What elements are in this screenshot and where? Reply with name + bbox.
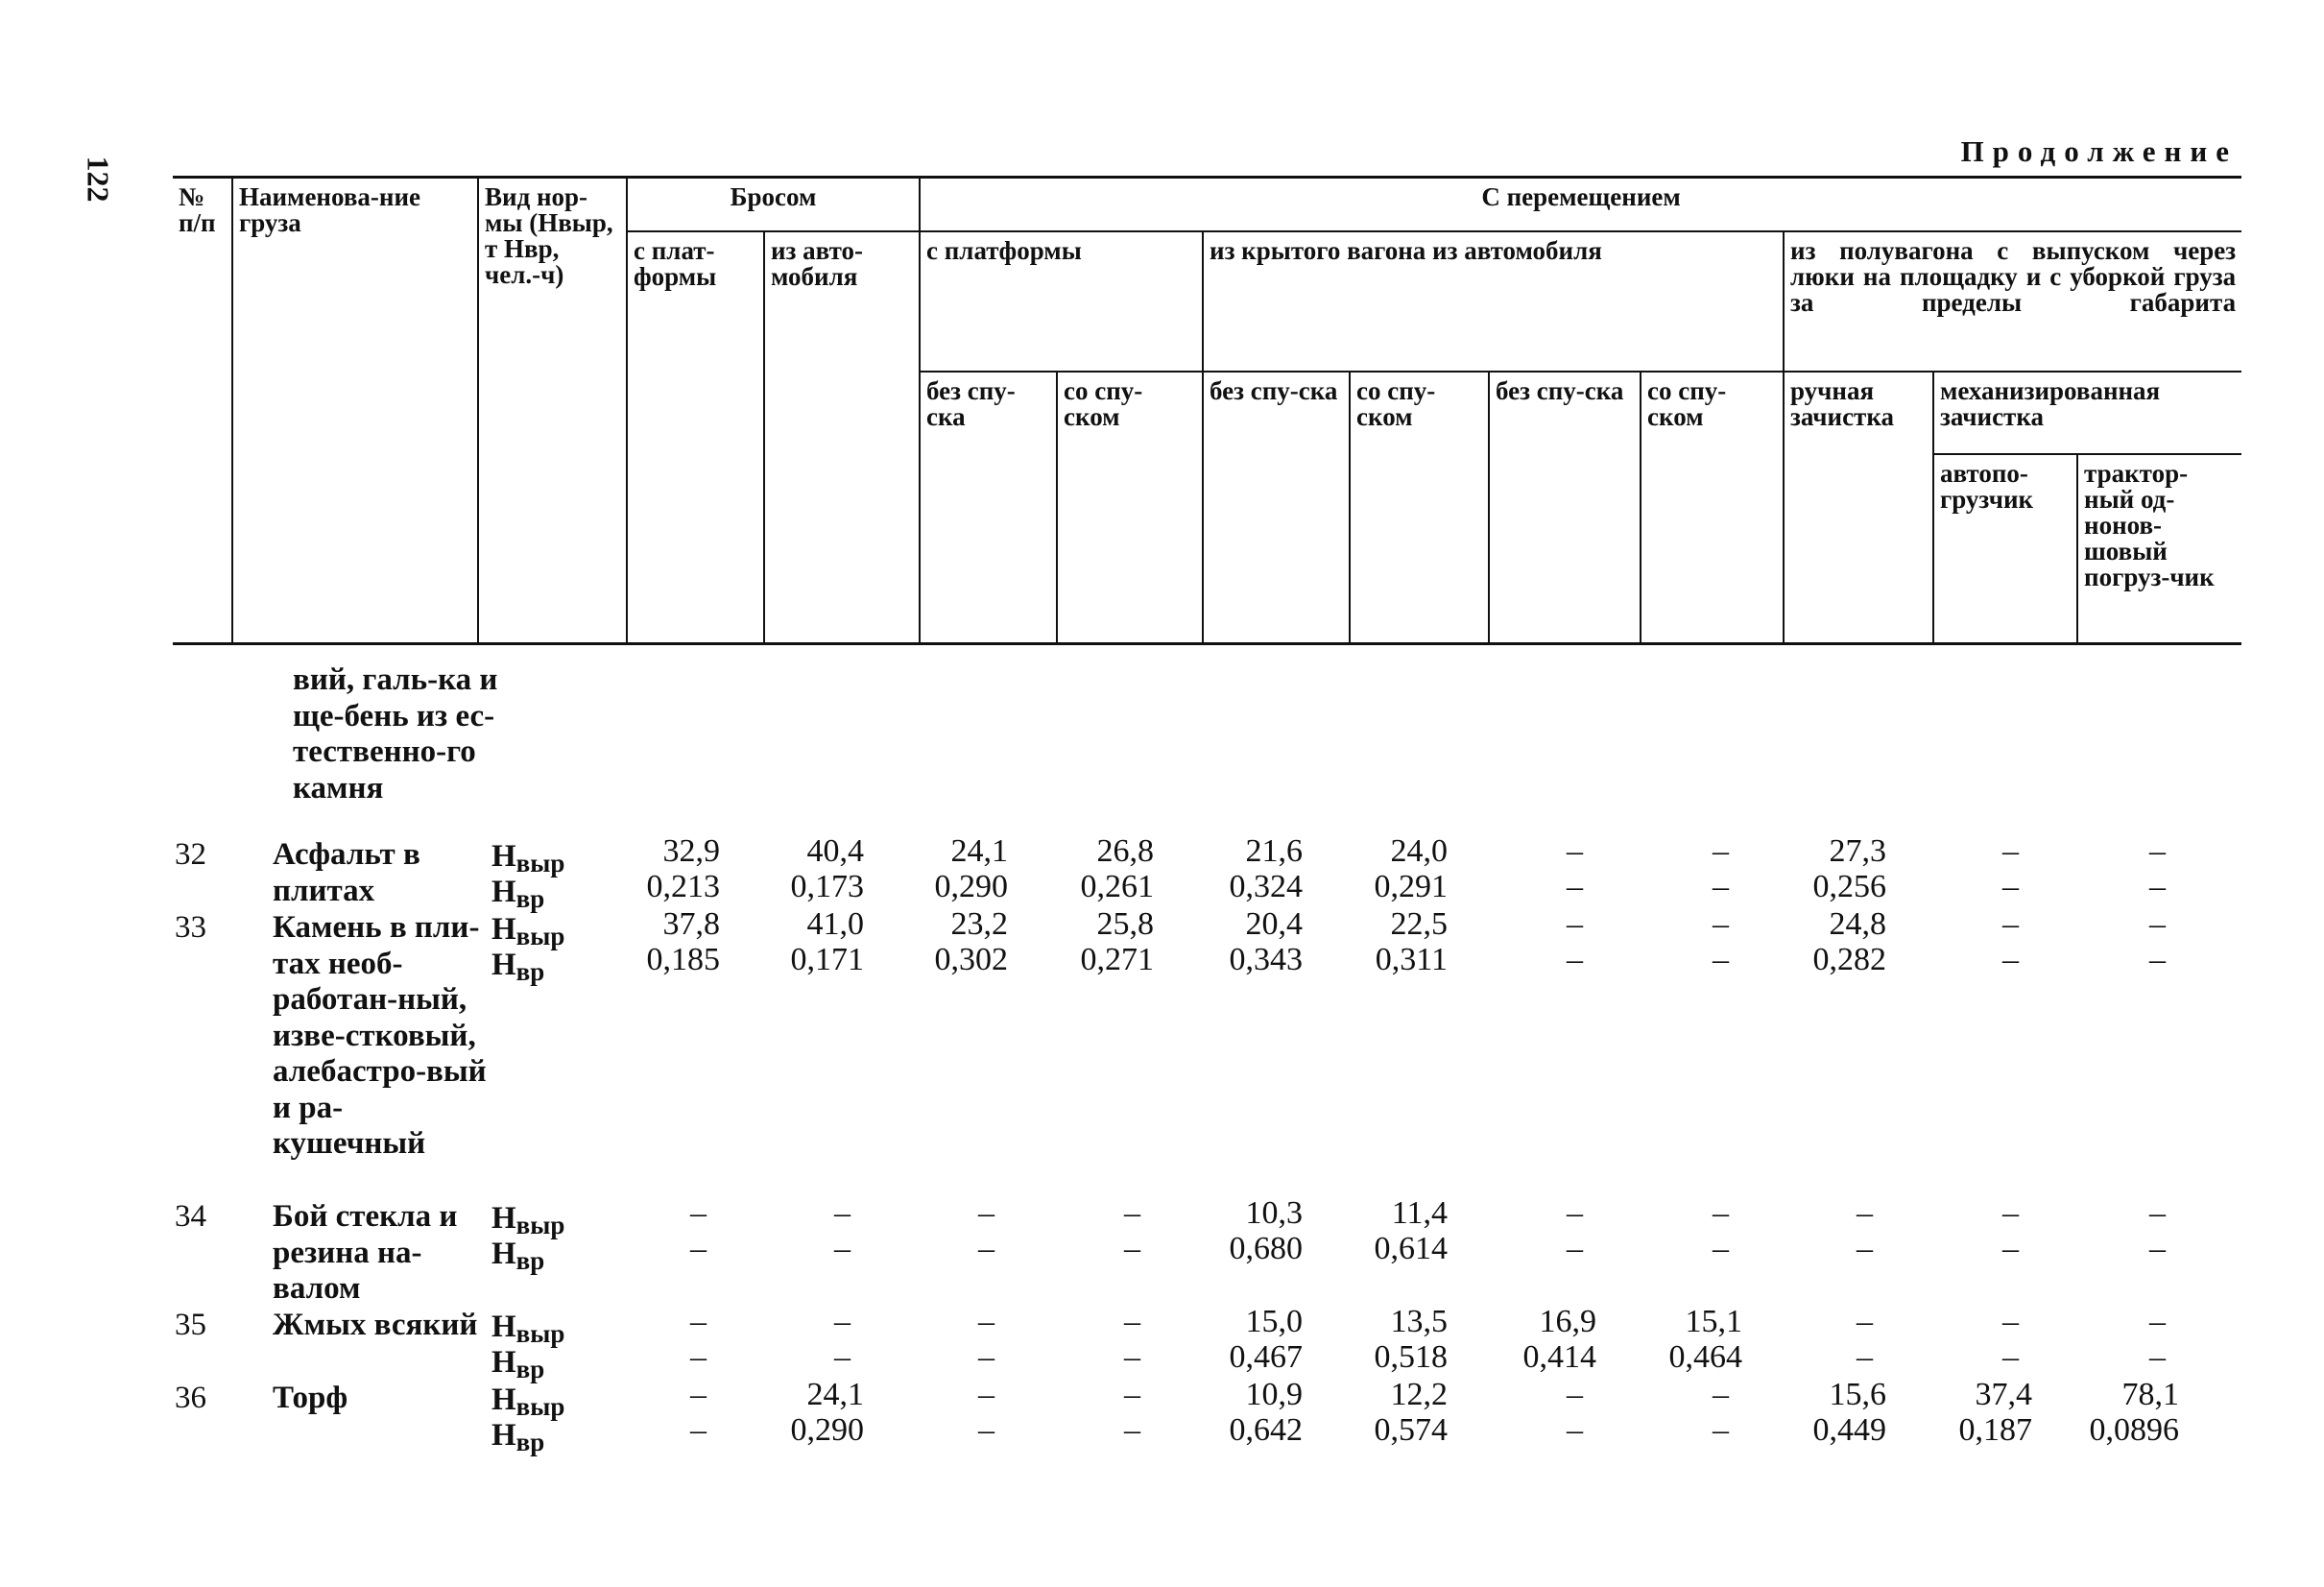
- cell-output-value: –: [2149, 833, 2166, 869]
- cell-time-value: 0,261: [1080, 869, 1154, 904]
- cell-time-value: 0,574: [1374, 1412, 1448, 1448]
- header-no-descent-3: без спу-ска: [1489, 372, 1641, 644]
- cell-time-value: –: [1567, 869, 1583, 904]
- cell-output-value: 11,4: [1391, 1195, 1448, 1231]
- cargo-name: Торф: [273, 1381, 348, 1415]
- cell-time-value: 0,680: [1229, 1231, 1303, 1266]
- norm-time-label-main: H: [491, 948, 516, 982]
- header-move: С перемещением: [920, 178, 2241, 231]
- cell-output-value: –: [1567, 906, 1583, 942]
- cell-time-value: 0,464: [1668, 1339, 1742, 1375]
- cell-output-value: –: [1124, 1304, 1140, 1339]
- header-move-gondola: из полувагона с выпуском через люки на площадку и с уборкой груза за пределы габарита: [1784, 231, 2241, 372]
- cargo-name: Жмых всякий: [273, 1308, 478, 1342]
- cell-time-value: 0,291: [1374, 869, 1448, 904]
- cell-time-value: –: [978, 1231, 994, 1266]
- cell-output-value: 27,3: [1829, 833, 1886, 869]
- cell-output-value: 40,4: [806, 833, 864, 869]
- cell-output-value: –: [1124, 1377, 1140, 1412]
- norm-time-label-main: H: [491, 1237, 516, 1271]
- cell-output-value: 24,8: [1829, 906, 1886, 942]
- cell-time-value: –: [1713, 869, 1729, 904]
- cell-time-value: –: [1124, 1412, 1140, 1448]
- header-tractor: трактор-ный од-нонов-шовый погруз-чик: [2077, 454, 2241, 644]
- cell-output-value: –: [2002, 1304, 2019, 1339]
- cell-time-value: –: [2002, 942, 2019, 977]
- header-move-platform: с платформы: [920, 231, 1203, 372]
- cell-time-value: 0,311: [1375, 942, 1448, 977]
- row-number: 33: [175, 910, 206, 945]
- cell-output-value: –: [978, 1377, 994, 1412]
- cell-output-value: –: [978, 1195, 994, 1231]
- cell-output-value: –: [1124, 1195, 1140, 1231]
- row-number: 35: [175, 1308, 206, 1342]
- norm-time-label-main: H: [491, 1345, 516, 1380]
- norm-out-label-main: H: [491, 1383, 516, 1417]
- cell-time-value: 0,467: [1229, 1339, 1303, 1375]
- cell-output-value: –: [1713, 906, 1729, 942]
- cell-time-value: 0,414: [1522, 1339, 1596, 1375]
- cell-output-value: –: [690, 1195, 707, 1231]
- header-mechanized: механизированная зачистка: [1933, 372, 2241, 454]
- cell-output-value: –: [690, 1304, 707, 1339]
- cell-output-value: –: [1713, 833, 1729, 869]
- norm-time-label: [491, 948, 544, 990]
- header-throw: Бросом: [627, 178, 920, 231]
- cell-output-value: 24,1: [806, 1377, 864, 1412]
- norm-time-label-sub: вр: [515, 1246, 545, 1275]
- header-move-covered: из крытого вагона из автомобиля: [1203, 231, 1784, 372]
- cell-output-value: 37,8: [662, 906, 720, 942]
- cell-output-value: 13,5: [1390, 1304, 1448, 1339]
- cell-time-value: –: [2149, 942, 2166, 977]
- cell-time-value: 0,171: [790, 942, 864, 977]
- cell-output-value: –: [1857, 1195, 1873, 1231]
- table-header: [173, 176, 2241, 645]
- cell-time-value: –: [690, 1412, 707, 1448]
- cell-time-value: 0,213: [646, 869, 720, 904]
- continuation-label: Продолжение: [1960, 134, 2238, 168]
- cell-time-value: 0,290: [934, 869, 1008, 904]
- cell-output-value: 41,0: [806, 906, 864, 942]
- cell-output-value: 25,8: [1096, 906, 1154, 942]
- cell-time-value: 0,185: [646, 942, 720, 977]
- row-number: 34: [175, 1199, 206, 1234]
- norm-time-label: [491, 1345, 544, 1387]
- cell-output-value: 12,2: [1390, 1377, 1448, 1412]
- cell-time-value: 0,343: [1229, 942, 1303, 977]
- cell-output-value: –: [1567, 1195, 1583, 1231]
- cell-output-value: 15,1: [1685, 1304, 1742, 1339]
- norm-time-label-sub: вр: [515, 1428, 545, 1456]
- cell-time-value: –: [2149, 869, 2166, 904]
- cell-time-value: –: [690, 1339, 707, 1375]
- cell-output-value: –: [2002, 1195, 2019, 1231]
- cell-output-value: 10,9: [1245, 1377, 1303, 1412]
- cell-output-value: –: [978, 1304, 994, 1339]
- norm-out-label-main: H: [491, 839, 516, 874]
- cell-output-value: 21,6: [1245, 833, 1303, 869]
- cell-output-value: 15,0: [1245, 1304, 1303, 1339]
- norm-time-label-sub: вр: [515, 884, 545, 913]
- cell-time-value: 0,187: [1958, 1412, 2032, 1448]
- header-norm-type: Вид нор-мы (Hвыр, т Hвр, чел.-ч): [478, 178, 627, 644]
- cell-time-value: 0,642: [1229, 1412, 1303, 1448]
- cell-output-value: 23,2: [950, 906, 1008, 942]
- cargo-name: Асфальт в плитах: [273, 837, 420, 908]
- cell-time-value: 0,324: [1229, 869, 1303, 904]
- cell-time-value: –: [978, 1339, 994, 1375]
- header-manual: ручная зачистка: [1784, 372, 1933, 644]
- cell-output-value: –: [2002, 833, 2019, 869]
- cell-output-value: 37,4: [1975, 1377, 2032, 1412]
- header-throw-auto: из авто-мобиля: [764, 231, 920, 644]
- cell-time-value: –: [1857, 1231, 1873, 1266]
- cell-output-value: –: [834, 1304, 851, 1339]
- cargo-name: Камень в пли-тах необ-работан-ный, изве-стковый, алебастро-вый и ра-кушечный: [273, 910, 487, 1161]
- cell-time-value: –: [2149, 1231, 2166, 1266]
- cell-time-value: –: [1857, 1339, 1873, 1375]
- norm-out-label-sub: выр: [515, 922, 565, 950]
- cell-output-value: 15,6: [1829, 1377, 1886, 1412]
- header-name: Наименова-ние груза: [232, 178, 478, 644]
- cell-output-value: 24,1: [950, 833, 1008, 869]
- cell-time-value: –: [2002, 1231, 2019, 1266]
- norm-time-label-main: H: [491, 875, 516, 909]
- cell-time-value: 0,449: [1812, 1412, 1886, 1448]
- norm-time-label-sub: вр: [515, 957, 545, 986]
- cell-time-value: –: [1567, 1412, 1583, 1448]
- norm-out-label-sub: выр: [515, 1211, 565, 1239]
- norm-out-label-main: H: [491, 1310, 516, 1344]
- cell-output-value: –: [2149, 1195, 2166, 1231]
- norm-out-label-sub: выр: [515, 1392, 565, 1421]
- cell-output-value: –: [1567, 833, 1583, 869]
- norm-time-label-main: H: [491, 1418, 516, 1453]
- page-number: 122: [81, 156, 116, 203]
- cell-output-value: –: [2149, 906, 2166, 942]
- cell-time-value: –: [1124, 1339, 1140, 1375]
- cell-output-value: 78,1: [2121, 1377, 2179, 1412]
- header-with-descent-1: со спу-ском: [1057, 372, 1203, 644]
- cell-output-value: 10,3: [1245, 1195, 1303, 1231]
- norm-out-label-main: H: [491, 1201, 516, 1236]
- carry-over-name: вий, галь-ка и ще-бень из ес-тественно-го камня: [293, 662, 498, 806]
- header-no: № п/п: [173, 178, 232, 644]
- cell-output-value: –: [2002, 906, 2019, 942]
- cell-time-value: –: [2149, 1339, 2166, 1375]
- row-number: 36: [175, 1381, 206, 1415]
- cell-output-value: 20,4: [1245, 906, 1303, 942]
- norm-time-label-sub: вр: [515, 1355, 545, 1383]
- cell-time-value: –: [2002, 869, 2019, 904]
- cell-time-value: 0,290: [790, 1412, 864, 1448]
- cell-time-value: –: [1713, 1231, 1729, 1266]
- cell-time-value: 0,282: [1812, 942, 1886, 977]
- cell-time-value: 0,256: [1812, 869, 1886, 904]
- cell-time-value: 0,173: [790, 869, 864, 904]
- cell-time-value: –: [1713, 942, 1729, 977]
- cell-time-value: –: [978, 1412, 994, 1448]
- cell-time-value: –: [1567, 942, 1583, 977]
- cell-output-value: 26,8: [1096, 833, 1154, 869]
- header-autoloader: автопо-грузчик: [1933, 454, 2077, 644]
- norm-out-label-sub: выр: [515, 849, 565, 878]
- cell-output-value: –: [1857, 1304, 1873, 1339]
- norm-out-label-main: H: [491, 912, 516, 947]
- cell-time-value: –: [834, 1339, 851, 1375]
- cell-time-value: –: [1124, 1231, 1140, 1266]
- cell-output-value: 16,9: [1539, 1304, 1596, 1339]
- cell-time-value: 0,0896: [2089, 1412, 2179, 1448]
- norm-out-label-sub: выр: [515, 1319, 565, 1348]
- cell-time-value: 0,302: [934, 942, 1008, 977]
- cell-time-value: –: [834, 1231, 851, 1266]
- cell-output-value: –: [1567, 1377, 1583, 1412]
- cell-output-value: –: [2149, 1304, 2166, 1339]
- norm-time-label: [491, 1237, 544, 1279]
- norm-time-label: [491, 1418, 544, 1460]
- header-with-descent-3: со спу-ском: [1641, 372, 1784, 644]
- cell-output-value: 24,0: [1390, 833, 1448, 869]
- row-number: 32: [175, 837, 206, 872]
- header-no-descent-1: без спу-ска: [920, 372, 1057, 644]
- cell-time-value: –: [1567, 1231, 1583, 1266]
- cell-time-value: 0,518: [1374, 1339, 1448, 1375]
- cell-time-value: –: [1713, 1412, 1729, 1448]
- cell-output-value: –: [690, 1377, 707, 1412]
- cargo-name: Бой стекла и резина на-валом: [273, 1199, 458, 1306]
- cell-output-value: –: [834, 1195, 851, 1231]
- cell-output-value: –: [1713, 1195, 1729, 1231]
- norm-time-label: [491, 875, 544, 917]
- header-throw-platform: с плат-формы: [627, 231, 764, 644]
- cell-time-value: 0,271: [1080, 942, 1154, 977]
- cell-time-value: –: [690, 1231, 707, 1266]
- cell-output-value: 22,5: [1390, 906, 1448, 942]
- header-no-descent-2: без спу-ска: [1203, 372, 1350, 644]
- cell-output-value: 32,9: [662, 833, 720, 869]
- cell-output-value: –: [1713, 1377, 1729, 1412]
- cell-time-value: 0,614: [1374, 1231, 1448, 1266]
- cell-time-value: –: [2002, 1339, 2019, 1375]
- header-with-descent-2: со спу-ском: [1350, 372, 1489, 644]
